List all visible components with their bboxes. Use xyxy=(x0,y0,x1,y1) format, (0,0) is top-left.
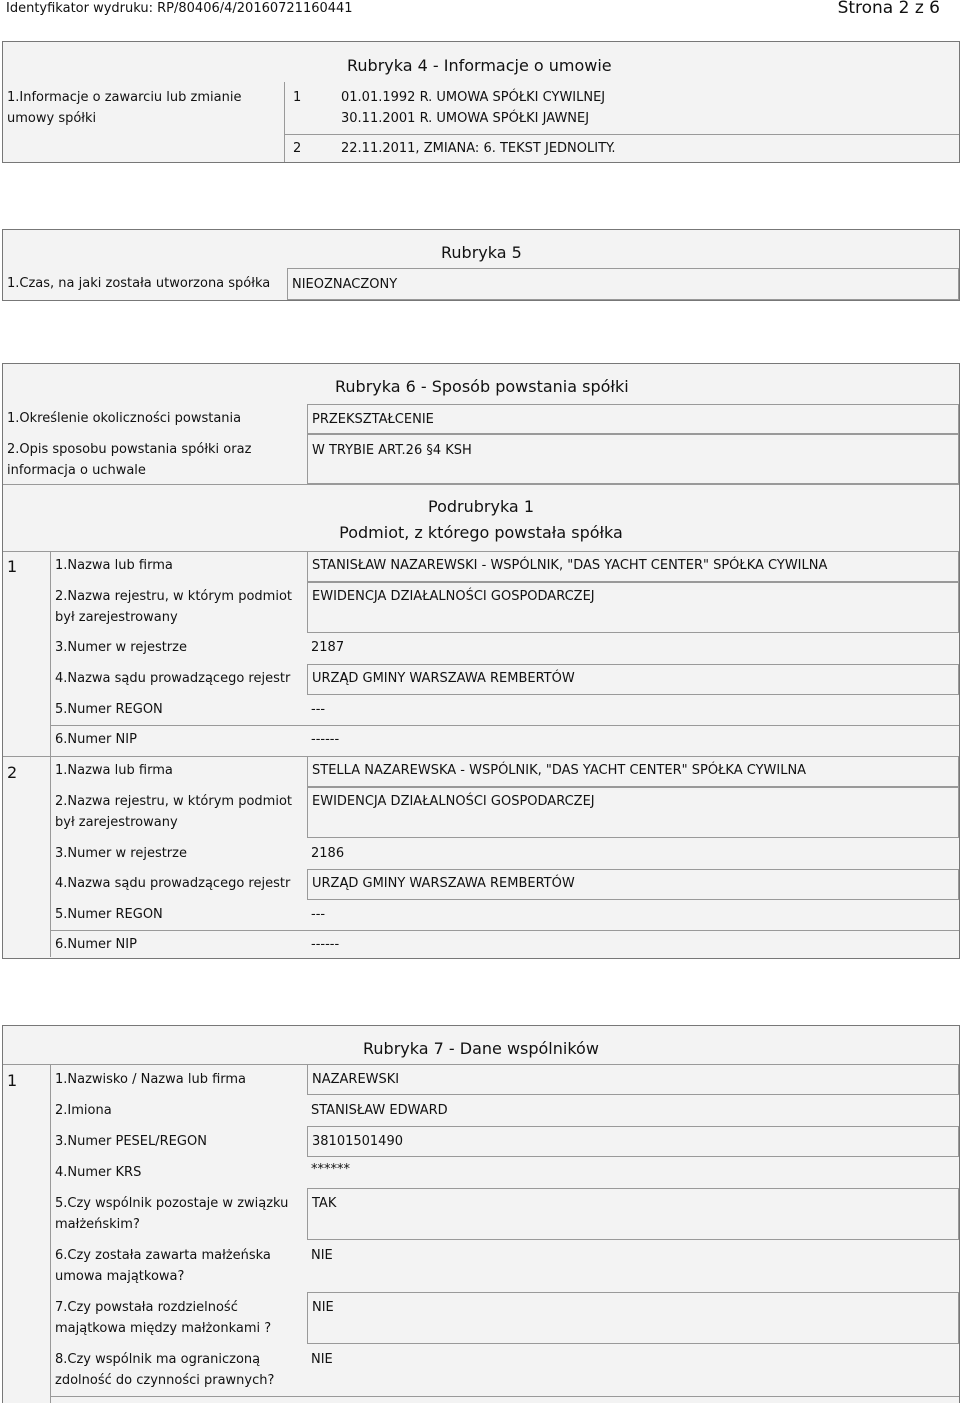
subject-field-label: 6.Numer NIP xyxy=(55,732,137,747)
subject-field-value: STELLA NAZAREWSKA - WSPÓLNIK, "DAS YACHT CENTER" SPÓŁKA CYWILNA xyxy=(312,763,807,778)
subject-field-label: 3.Numer w rejestrze xyxy=(55,846,187,861)
rubryka-4-entry-line: 22.11.2011, ZMIANA: 6. TEKST JEDNOLITY. xyxy=(341,141,616,156)
podrubryka-title: Podrubryka 1 xyxy=(428,497,534,516)
subject-number-divider xyxy=(50,551,51,957)
rubryka-4-entry-no: 2 xyxy=(293,141,302,156)
partner-field-value-cell xyxy=(307,1188,959,1240)
partner-field-value: STANISŁAW EDWARD xyxy=(311,1103,448,1118)
rubryka-6-value-cell xyxy=(307,404,959,434)
partner-field-value: NAZAREWSKI xyxy=(312,1072,400,1087)
rubryka-4-section xyxy=(2,41,960,163)
rubryka-4-row-divider xyxy=(284,134,959,135)
subject-field-label: 2.Nazwa rejestru, w którym podmiot był zarejestrowany xyxy=(55,794,292,830)
subject-field-value: URZĄD GMINY WARSZAWA REMBERTÓW xyxy=(312,876,575,891)
partner-field-value: TAK xyxy=(312,1196,337,1211)
page-number: Strona 2 z 6 xyxy=(837,0,940,18)
subject-number: 1 xyxy=(7,557,18,576)
subject-field-value-cell xyxy=(307,664,959,695)
rubryka-5-section xyxy=(2,229,960,301)
partner-field-label: 2.Imiona xyxy=(55,1103,112,1118)
rubryka-6-value-cell xyxy=(307,434,959,484)
rubryka-6-value: W TRYBIE ART.26 §4 KSH xyxy=(312,443,472,458)
rubryka-4-title: Rubryka 4 - Informacje o umowie xyxy=(347,56,612,75)
rubryka-6-label: 1.Określenie okoliczności powstania xyxy=(7,411,242,426)
subject-field-value-cell xyxy=(307,787,959,838)
subject-field-value: EWIDENCJA DZIAŁALNOŚCI GOSPODARCZEJ xyxy=(312,589,595,604)
partner-field-label: 7.Czy powstała rozdzielność majątkowa między małżonkami ? xyxy=(55,1300,272,1336)
subject-field-value: 2187 xyxy=(311,640,345,655)
rubryka-7-title: Rubryka 7 - Dane wspólników xyxy=(363,1039,599,1058)
partner-number-divider xyxy=(50,1064,51,1403)
print-identifier: Identyfikator wydruku: RP/80406/4/20160721160441 xyxy=(6,1,353,16)
subject-field-value-cell xyxy=(307,756,959,787)
rubryka-4-divider xyxy=(284,82,285,162)
print-header xyxy=(0,0,960,24)
rubryka-4-entry-no: 1 xyxy=(293,90,302,105)
subject-field-value: --- xyxy=(311,702,326,717)
subject-number: 2 xyxy=(7,763,18,782)
subject-field-value: ------ xyxy=(311,937,340,952)
subject-field-label: 2.Nazwa rejestru, w którym podmiot był zarejestrowany xyxy=(55,589,292,625)
rubryka-6-label: 2.Opis sposobu powstania spółki oraz informacja o uchwale xyxy=(7,442,252,478)
subject-field-value-cell xyxy=(307,551,959,582)
field-divider xyxy=(50,1396,959,1397)
partner-field-label: 1.Nazwisko / Nazwa lub firma xyxy=(55,1072,247,1087)
partner-number: 1 xyxy=(7,1071,18,1090)
subject-field-value-cell xyxy=(307,582,959,633)
rubryka-5-value: NIEOZNACZONY xyxy=(292,277,398,292)
rubryka-4-entry-line: 30.11.2001 R. UMOWA SPÓŁKI JAWNEJ xyxy=(341,111,590,126)
subject-field-label: 4.Nazwa sądu prowadzącego rejestr xyxy=(55,876,291,891)
partner-field-label: 5.Czy wspólnik pozostaje w związku małżeńskim? xyxy=(55,1196,289,1232)
partner-field-value: NIE xyxy=(312,1300,334,1315)
partner-field-label: 3.Numer PESEL/REGON xyxy=(55,1134,207,1149)
podrubryka-divider xyxy=(3,484,959,485)
partner-field-value-cell xyxy=(307,1126,959,1157)
subject-field-value: --- xyxy=(311,907,326,922)
subject-field-value-cell xyxy=(307,869,959,900)
subject-field-label: 1.Nazwa lub firma xyxy=(55,558,173,573)
subject-field-value: EWIDENCJA DZIAŁALNOŚCI GOSPODARCZEJ xyxy=(312,794,595,809)
field-divider xyxy=(50,725,959,726)
subject-field-value: 2186 xyxy=(311,846,345,861)
partner-field-label: 8.Czy wspólnik ma ograniczoną zdolność do czynności prawnych? xyxy=(55,1352,275,1388)
subject-field-label: 1.Nazwa lub firma xyxy=(55,763,173,778)
subject-field-label: 3.Numer w rejestrze xyxy=(55,640,187,655)
subject-field-value: STANISŁAW NAZAREWSKI - WSPÓLNIK, "DAS YACHT CENTER" SPÓŁKA CYWILNA xyxy=(312,558,828,573)
subject-field-value: URZĄD GMINY WARSZAWA REMBERTÓW xyxy=(312,671,575,686)
partner-field-label: 6.Czy została zawarta małżeńska umowa majątkowa? xyxy=(55,1248,271,1284)
rubryka-6-section xyxy=(2,363,960,959)
rubryka-6-title: Rubryka 6 - Sposób powstania spółki xyxy=(335,377,629,396)
rubryka-7-section xyxy=(2,1025,960,1403)
field-divider xyxy=(50,930,959,931)
partner-field-value-cell xyxy=(307,1064,959,1095)
podrubryka-subtitle: Podmiot, z którego powstała spółka xyxy=(339,523,623,542)
partner-field-value: NIE xyxy=(311,1352,333,1367)
rubryka-5-value-cell xyxy=(287,268,959,300)
partner-field-value: ****** xyxy=(311,1162,350,1177)
subject-field-label: 6.Numer NIP xyxy=(55,937,137,952)
rubryka-6-value: PRZEKSZTAŁCENIE xyxy=(312,412,434,427)
subject-field-label: 4.Nazwa sądu prowadzącego rejestr xyxy=(55,671,291,686)
subject-field-label: 5.Numer REGON xyxy=(55,702,163,717)
rubryka-4-entry-line: 01.01.1992 R. UMOWA SPÓŁKI CYWILNEJ xyxy=(341,90,606,105)
subject-field-label: 5.Numer REGON xyxy=(55,907,163,922)
rubryka-5-title: Rubryka 5 xyxy=(441,243,522,262)
partner-field-value: 38101501490 xyxy=(312,1134,403,1149)
rubryka-4-label: 1.Informacje o zawarciu lub zmianie umowy spółki xyxy=(7,90,242,126)
partner-field-label: 4.Numer KRS xyxy=(55,1165,142,1180)
partner-field-value: NIE xyxy=(311,1248,333,1263)
partner-field-value-cell xyxy=(307,1292,959,1344)
subject-field-value: ------ xyxy=(311,732,340,747)
rubryka-5-label: 1.Czas, na jaki została utworzona spółka xyxy=(7,276,271,291)
